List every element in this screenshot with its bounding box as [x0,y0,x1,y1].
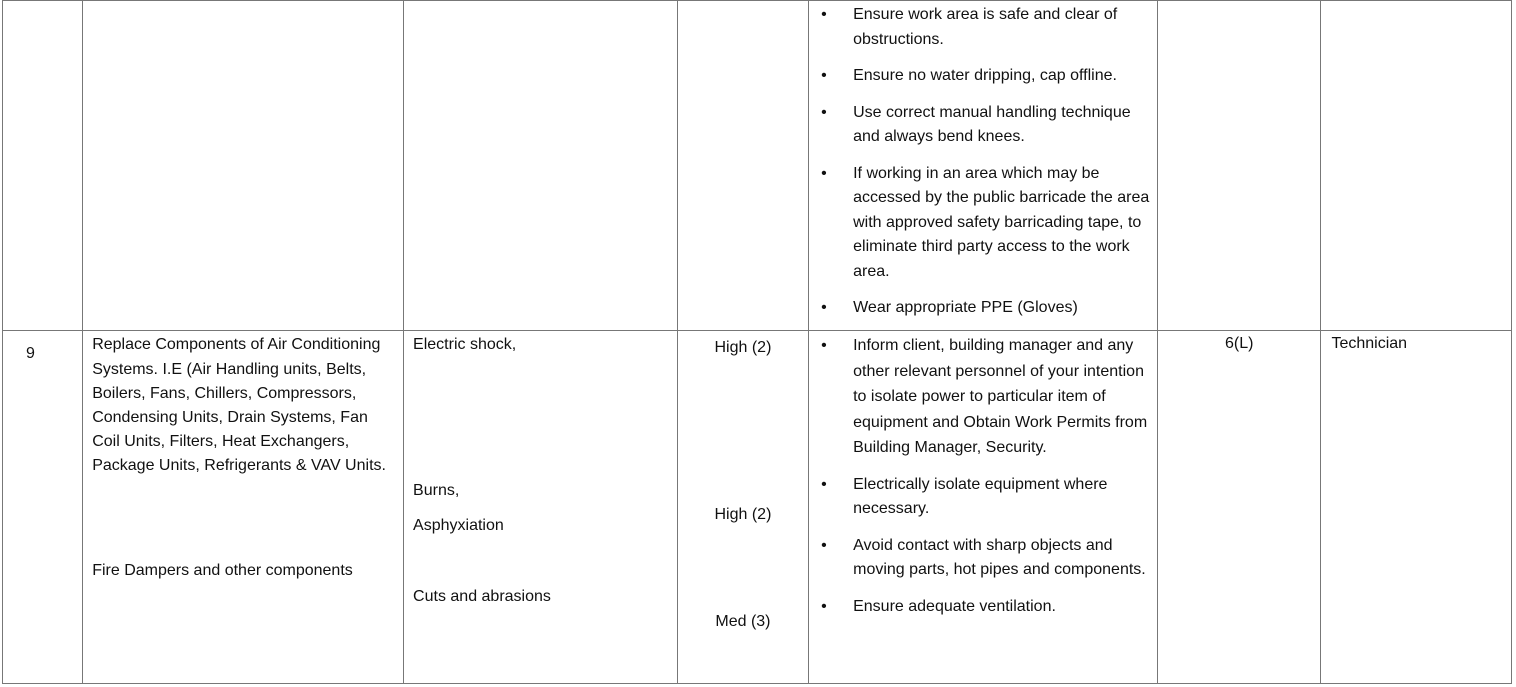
activity-cell [83,331,404,684]
bullet-icon: • [821,299,827,316]
responsible-cell [1321,1,1512,331]
activity-description-extra: Fire Dampers and other components [92,562,353,580]
step-number-cell [3,331,83,684]
controls-list [809,3,1157,333]
responsible-person: Technician [1331,335,1408,353]
control-item: • Use correct manual handling technique and always bend knees. [809,101,1157,150]
control-item: • Electrically isolate equipment where necessary. [809,473,1157,522]
step-number-cell [3,1,83,331]
table-row [3,331,1512,684]
risk-assessment-table [2,0,1512,684]
risk-rating: High (2) [714,339,772,357]
control-item: • Avoid contact with sharp objects and moving parts, hot pipes and components. [809,534,1157,583]
risk-rating: High (2) [714,506,772,524]
control-item: • Ensure no water dripping, cap offline. [809,64,1157,89]
bullet-icon: • [821,164,827,182]
bullet-icon: • [821,597,827,615]
activity-description: Replace Components of Air Conditioning Systems. I.E (Air Handling units, Belts, Boilers, Fans, Chillers, Compressors, Condensing Units, Drain Systems, Fan Coil Units, Filters, Heat Exchangers, Package Units, Refrigerants & VAV Units. [92,336,386,475]
residual-risk: 6(L) [1225,335,1254,353]
hazards-cell [404,331,678,684]
control-item: • Ensure adequate ventilation. [809,595,1157,620]
responsible-cell [1321,331,1512,684]
hazard-item: Electric shock, [413,336,517,354]
hazard-item: Cuts and abrasions [413,588,551,606]
residual-risk-cell [1158,331,1321,684]
hazard-item: Asphyxiation [413,517,504,535]
hazards-cell [404,1,678,331]
controls-list [809,333,1157,631]
bullet-icon: • [821,103,827,121]
bullet-icon: • [821,536,827,554]
control-item: • If working in an area which may be accessed by the public barricade the area with approved safety barricading tape, to eliminate third party access to the work area. [809,162,1157,285]
controls-cell [809,1,1158,331]
bullet-icon: • [821,337,827,355]
control-item: • Inform client, building manager and any other relevant personnel of your intention to isolate power to particular item of equipment and Obtain Work Permits from Building Manager, Security. [809,333,1157,461]
residual-risk-cell [1158,1,1321,331]
risk-rating: Med (3) [715,613,771,631]
bullet-icon: • [821,6,827,23]
table-row [3,1,1512,331]
controls-cell [809,331,1158,684]
bullet-icon: • [821,67,827,84]
risk-rating-cell [677,331,808,684]
control-item: • Wear appropriate PPE (Gloves) [809,296,1157,321]
activity-cell [83,1,404,331]
bullet-icon: • [821,475,827,493]
control-item: • Ensure work area is safe and clear of obstructions. [809,3,1157,52]
risk-rating-cell [677,1,808,331]
step-number: 9 [26,345,35,363]
hazard-item: Burns, [413,482,460,500]
